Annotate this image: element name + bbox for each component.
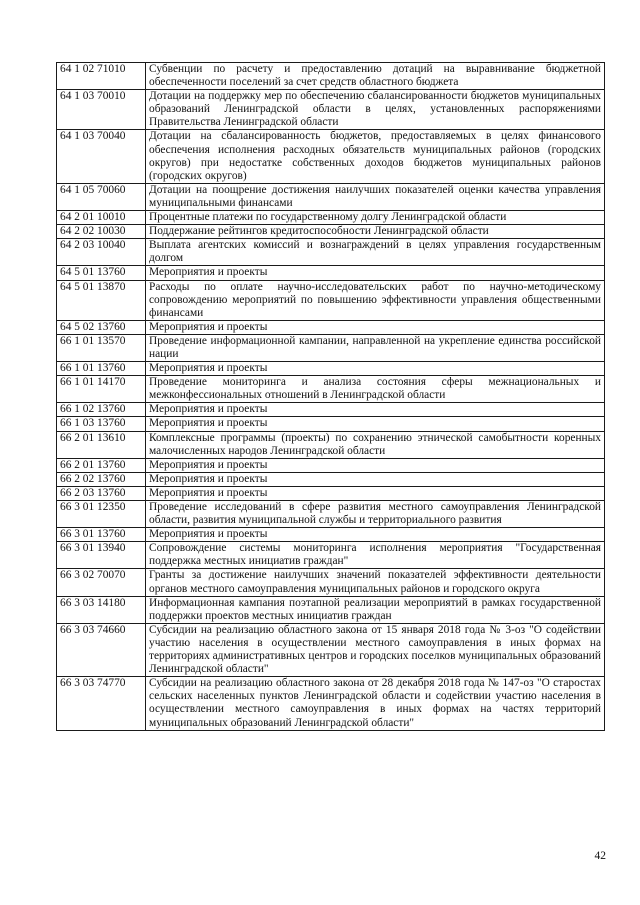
code-cell: 64 5 02 13760	[57, 320, 146, 334]
code-cell: 66 1 01 13570	[57, 334, 146, 361]
table-row	[57, 362, 605, 376]
table-row	[57, 501, 605, 528]
table-row	[57, 211, 605, 225]
name-cell: Мероприятия и проекты	[146, 266, 605, 280]
name-cell: Мероприятия и проекты	[146, 403, 605, 417]
code-cell: 66 3 01 13940	[57, 542, 146, 569]
code-cell: 64 1 03 70040	[57, 130, 146, 183]
name-cell: Процентные платежи по государственному долгу Ленинградской области	[146, 211, 605, 225]
name-cell: Мероприятия и проекты	[146, 417, 605, 431]
table-row	[57, 596, 605, 623]
table-row	[57, 280, 605, 320]
code-cell: 66 2 01 13760	[57, 458, 146, 472]
name-cell: Мероприятия и проекты	[146, 528, 605, 542]
name-cell: Гранты за достижение наилучших значений показателей эффективности деятельности органов местного самоуправления муниципальных районов и городского округа	[146, 569, 605, 596]
page-number: 42	[594, 850, 606, 862]
name-cell: Дотации на поощрение достижения наилучших показателей оценки качества управления муниципальными финансами	[146, 183, 605, 210]
name-cell: Мероприятия и проекты	[146, 458, 605, 472]
code-cell: 66 2 01 13610	[57, 431, 146, 458]
table-row	[57, 183, 605, 210]
code-cell: 66 3 01 13760	[57, 528, 146, 542]
table-row	[57, 623, 605, 676]
code-cell: 64 5 01 13870	[57, 280, 146, 320]
code-cell: 64 2 03 10040	[57, 239, 146, 266]
budget-codes-table	[56, 62, 605, 731]
table-row	[57, 472, 605, 486]
code-cell: 66 1 02 13760	[57, 403, 146, 417]
table-row	[57, 403, 605, 417]
table-row	[57, 239, 605, 266]
name-cell: Информационная кампания поэтапной реализации мероприятий в рамках государственной поддержки проектов местных инициатив граждан	[146, 596, 605, 623]
table-row	[57, 431, 605, 458]
table-row	[57, 225, 605, 239]
table-row	[57, 266, 605, 280]
name-cell: Дотации на сбалансированность бюджетов, предоставляемых в целях финансового обеспечения исполнения расходных обязательств муниципальных районов (городских округов) при недостатке собственных доходов бюджетов муниципальных районов (городских округов)	[146, 130, 605, 183]
code-cell: 66 3 01 12350	[57, 501, 146, 528]
name-cell: Мероприятия и проекты	[146, 472, 605, 486]
table-row	[57, 334, 605, 361]
table-row	[57, 486, 605, 500]
table-row	[57, 458, 605, 472]
table-row	[57, 90, 605, 130]
table-row	[57, 528, 605, 542]
name-cell: Мероприятия и проекты	[146, 362, 605, 376]
name-cell: Мероприятия и проекты	[146, 320, 605, 334]
code-cell: 64 2 01 10010	[57, 211, 146, 225]
name-cell: Мероприятия и проекты	[146, 486, 605, 500]
name-cell: Субсидии на реализацию областного закона от 15 января 2018 года № 3-оз "О содействии участию населения в осуществлении местного самоуправления в иных формах на территориях административных центров и городских поселков муниципальных образований Ленинградской области"	[146, 623, 605, 676]
code-cell: 66 1 01 14170	[57, 376, 146, 403]
table-row	[57, 677, 605, 730]
table-row	[57, 417, 605, 431]
name-cell: Выплата агентских комиссий и вознаграждений в целях управления государственным долгом	[146, 239, 605, 266]
code-cell: 66 1 03 13760	[57, 417, 146, 431]
code-cell: 66 2 03 13760	[57, 486, 146, 500]
name-cell: Сопровождение системы мониторинга исполнения мероприятия "Государственная поддержка местных инициатив граждан"	[146, 542, 605, 569]
name-cell: Проведение информационной кампании, направленной на укрепление единства российской нации	[146, 334, 605, 361]
code-cell: 64 5 01 13760	[57, 266, 146, 280]
code-cell: 64 1 05 70060	[57, 183, 146, 210]
table-row	[57, 320, 605, 334]
name-cell: Дотации на поддержку мер по обеспечению сбалансированности бюджетов муниципальных образований Ленинградской области в целях, установленных распоряжениями Правительства Ленинградской области	[146, 90, 605, 130]
code-cell: 64 2 02 10030	[57, 225, 146, 239]
code-cell: 64 1 03 70010	[57, 90, 146, 130]
code-cell: 66 1 01 13760	[57, 362, 146, 376]
name-cell: Комплексные программы (проекты) по сохранению этнической самобытности коренных малочисленных народов Ленинградской области	[146, 431, 605, 458]
code-cell: 66 3 03 74660	[57, 623, 146, 676]
table-row	[57, 376, 605, 403]
name-cell: Проведение мониторинга и анализа состояния сферы межнациональных и межконфессиональных отношений в Ленинградской области	[146, 376, 605, 403]
name-cell: Поддержание рейтингов кредитоспособности Ленинградской области	[146, 225, 605, 239]
code-cell: 64 1 02 71010	[57, 63, 146, 90]
name-cell: Расходы по оплате научно-исследовательских работ по научно-методическому сопровождению мероприятий по повышению эффективности управления общественными финансами	[146, 280, 605, 320]
code-cell: 66 3 03 74770	[57, 677, 146, 730]
table-body	[57, 63, 605, 731]
table-row	[57, 569, 605, 596]
code-cell: 66 2 02 13760	[57, 472, 146, 486]
name-cell: Проведение исследований в сфере развития местного самоуправления Ленинградской области, развития муниципальной службы и территориального развития	[146, 501, 605, 528]
name-cell: Субсидии на реализацию областного закона от 28 декабря 2018 года № 147-оз "О старостах сельских населенных пунктов Ленинградской области и содействии участию населения в осуществлении местного самоуправления в иных формах на частях территорий муниципальных образований Ленинградской области"	[146, 677, 605, 730]
table-row	[57, 542, 605, 569]
table-row	[57, 130, 605, 183]
table-row	[57, 63, 605, 90]
code-cell: 66 3 02 70070	[57, 569, 146, 596]
name-cell: Субвенции по расчету и предоставлению дотаций на выравнивание бюджетной обеспеченности поселений за счет средств областного бюджета	[146, 63, 605, 90]
code-cell: 66 3 03 14180	[57, 596, 146, 623]
